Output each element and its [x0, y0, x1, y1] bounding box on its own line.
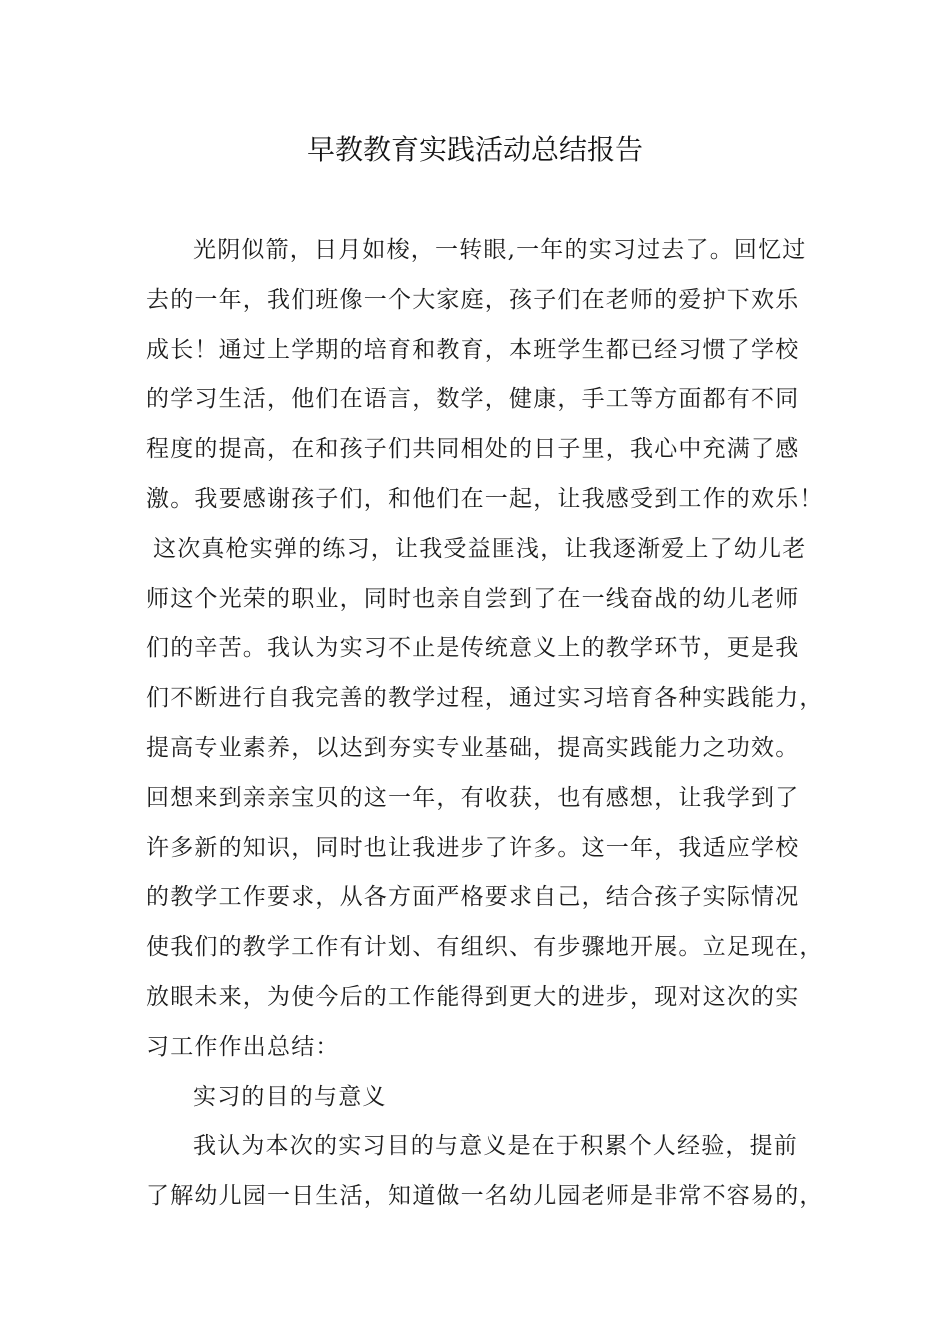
- paragraph-line: 使我们的教学工作有计划、有组织、有步骤地开展。立足现在，: [146, 934, 824, 961]
- paragraph-line: 提高专业素养，以达到夯实专业基础，提高实践能力之功效。: [146, 734, 800, 761]
- paragraph-line: 习工作作出总结：: [146, 1033, 340, 1060]
- paragraph-line: 的教学工作要求，从各方面严格要求自己，结合孩子实际情况: [146, 884, 800, 911]
- document-title: 早教教育实践活动总结报告: [306, 133, 643, 166]
- paragraph-line: 了解幼儿园一日生活，知道做一名幼儿园老师是非常不容易的，: [146, 1183, 824, 1210]
- paragraph-line: 回想来到亲亲宝贝的这一年，有收获，也有感想，让我学到了: [146, 784, 800, 811]
- paragraph-line: 们的辛苦。我认为实习不止是传统意义上的教学环节，更是我: [146, 635, 800, 662]
- paragraph-line: 激。我要感谢孩子们，和他们在一起，让我感受到工作的欢乐！: [146, 485, 824, 512]
- document-body: [146, 226, 836, 1222]
- paragraph-line: 成长！通过上学期的培育和教育，本班学生都已经习惯了学校: [146, 336, 800, 363]
- paragraph-line: 许多新的知识，同时也让我进步了许多。这一年，我适应学校: [146, 834, 800, 861]
- paragraph-line: 师这个光荣的职业，同时也亲自尝到了在一线奋战的幼儿老师: [146, 585, 800, 612]
- paragraph-line: 的学习生活，他们在语言，数学，健康，手工等方面都有不同: [146, 386, 800, 413]
- section-heading: 实习的目的与意义: [193, 1083, 387, 1110]
- paragraph-line: 这次真枪实弹的练习，让我受益匪浅，让我逐渐爱上了幼儿老: [153, 535, 807, 562]
- paragraph-line: 我认为本次的实习目的与意义是在于积累个人经验，提前: [193, 1133, 798, 1160]
- paragraph-line: 放眼未来，为使今后的工作能得到更大的进步，现对这次的实: [146, 983, 800, 1010]
- paragraph-line: 们不断进行自我完善的教学过程，通过实习培育各种实践能力，: [146, 685, 824, 712]
- paragraph-line: 去的一年，我们班像一个大家庭，孩子们在老师的爱护下欢乐: [146, 286, 800, 313]
- paragraph-line: 程度的提高，在和孩子们共同相处的日子里，我心中充满了感: [146, 436, 800, 463]
- paragraph-line: 光阴似箭，日月如梭，一转眼,一年的实习过去了。回忆过: [193, 237, 807, 263]
